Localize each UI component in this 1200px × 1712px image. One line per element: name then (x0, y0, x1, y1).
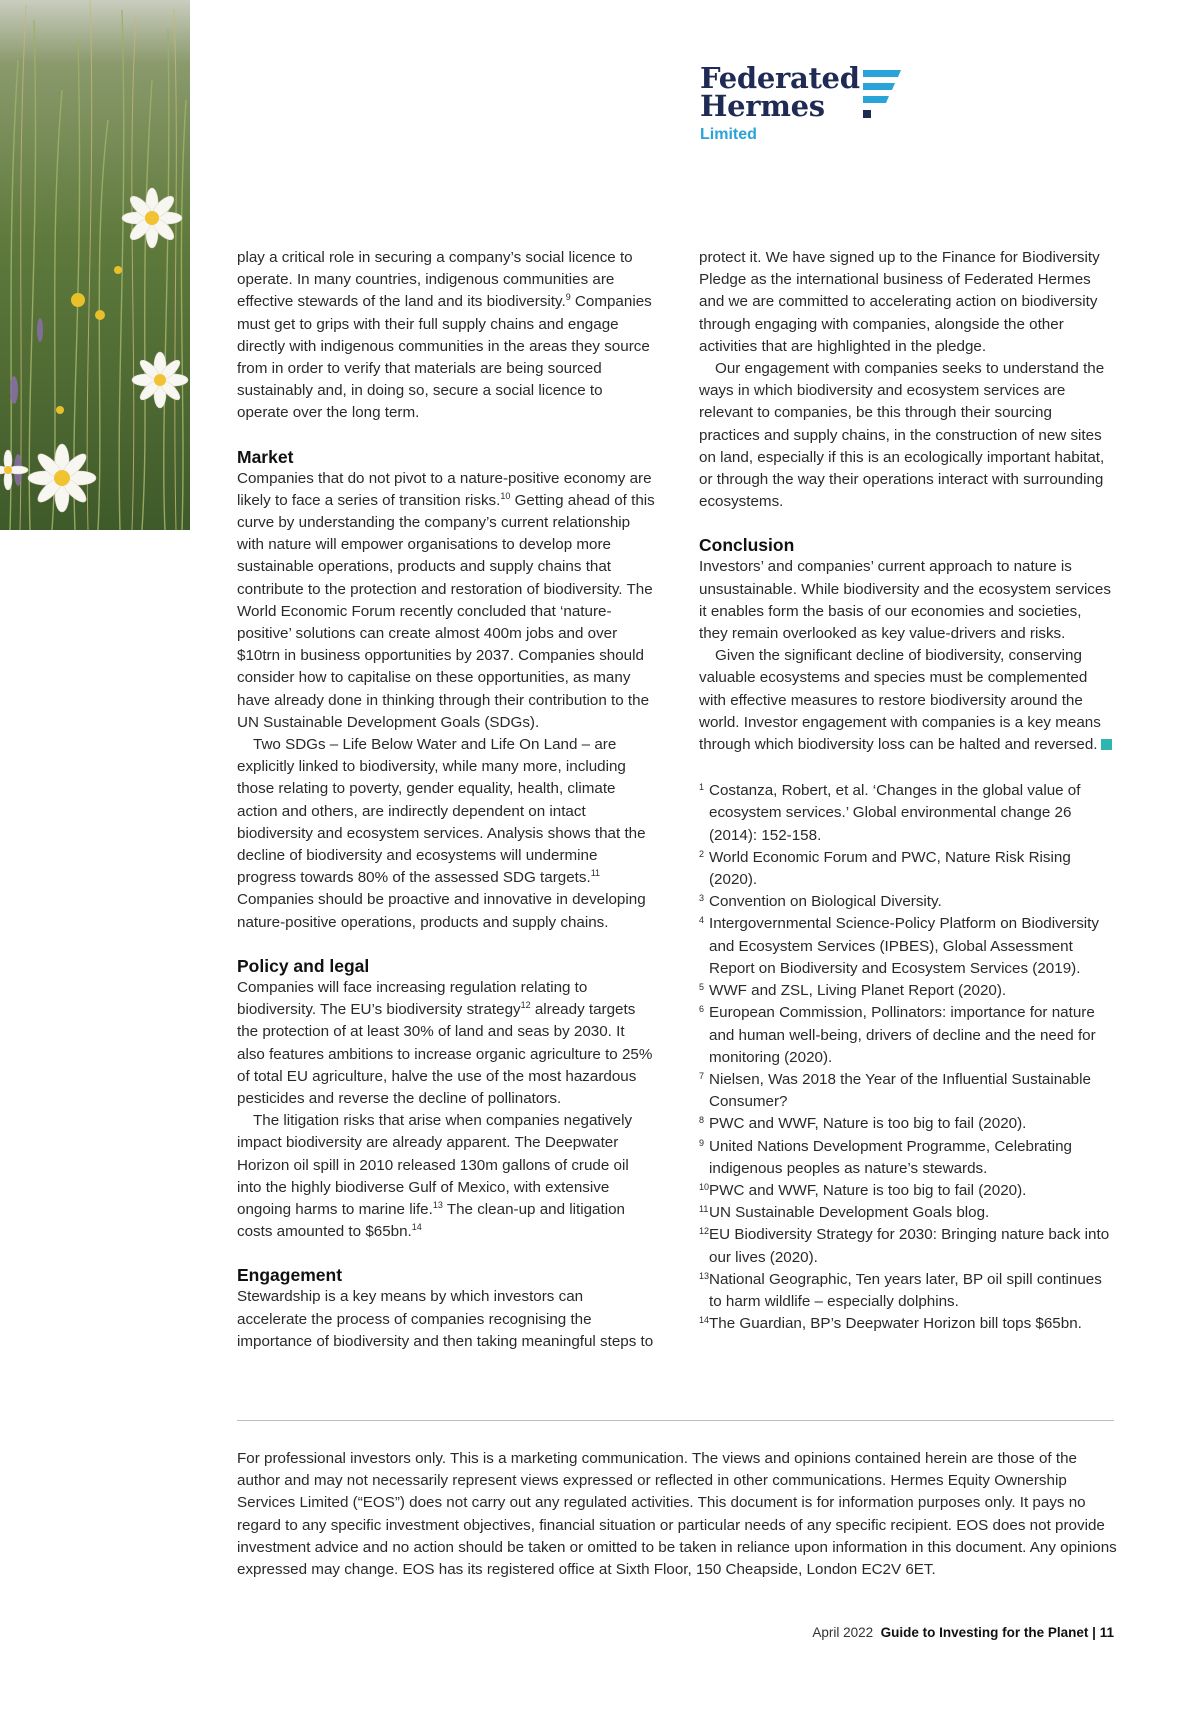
footnote-number: 1 (699, 782, 705, 793)
page-footer (812, 1625, 1114, 1640)
footnote-item (699, 891, 1114, 913)
meadow-illustration (0, 0, 190, 530)
footnote-ref: 10 (500, 490, 511, 501)
footnotes-list (699, 780, 1114, 1335)
end-mark-icon (1101, 739, 1112, 750)
footnote-number: 5 (699, 982, 705, 993)
footnote-item (699, 1113, 1114, 1135)
brand-name-line1: Federated (700, 61, 860, 95)
footnote-ref: 11 (590, 868, 601, 879)
market-paragraph-2: Two SDGs – Life Below Water and Life On Land – are explicitly linked to biodiversity, while many more, including those relating to poverty, gender equality, health, climate action and others, are indirectly dependent on intact biodiversity and ecosystem services. Analysis shows that the decline of biodiversity and ecosystems will undermine progress towards 80% of the assessed SDG targets.$^{11}$ Companies should be proactive and innovative in developing nature-positive operations, products and supply chains. (237, 736, 646, 931)
engagement-paragraph-1: Stewardship is a key means by which investors can accelerate the process of companies recognising the importance of biodiversity and then taking meaningful steps to (237, 1288, 654, 1350)
footnote-text: United Nations Development Programme, Celebrating indigenous peoples as nature’s stewards. (709, 1137, 1072, 1177)
footnote-ref: 9 (565, 292, 571, 303)
pledge-paragraph: protect it. We have signed up to the Finance for Biodiversity Pledge as the international business of Federated Hermes and we are committed to accelerating action on biodiversity through engaging with companies, alongside the other activities that are highlighted in the pledge. (699, 249, 1100, 355)
footnote-item (699, 1136, 1114, 1180)
footnote-item (699, 913, 1114, 980)
brand-mark-icon (861, 68, 903, 120)
footnote-item (699, 1069, 1114, 1113)
policy-paragraph-1: Companies will face increasing regulation relating to biodiversity. The EU’s biodiversity strategy$^{12}$ already targets the protection of at least 30% of land and seas by 2030. It also features ambitions to increase organic agriculture to 25% of total EU agriculture, halve the use of the most hazardous pesticides and reverse the decline of pollinators. (237, 978, 653, 1107)
footnote-number: 10 (699, 1181, 710, 1192)
meadow-photo (0, 0, 190, 530)
footnote-item (699, 980, 1114, 1002)
brand-name-line2: Hermes (700, 89, 825, 123)
footnote-item (699, 1202, 1114, 1224)
left-column (237, 247, 655, 1353)
footnote-text: National Geographic, Ten years later, BP oil spill continues to harm wildlife – especially dolphins. (709, 1270, 1102, 1310)
engagement-paragraph-2: Our engagement with companies seeks to understand the ways in which biodiversity and ecosystem services are relevant to companies, be this through their sourcing practices and supply chains, in the construction of new sites on land, especially if this is an ecologically important habitat, or through the way their operations interact with surrounding ecosystems. (699, 360, 1105, 511)
footnote-number: 2 (699, 848, 705, 859)
footnote-text: Costanza, Robert, et al. ‘Changes in the global value of ecosystem services.’ Global environmental change 26 (2014): 152-158. (709, 782, 1081, 844)
footer-title: Guide to Investing for the Planet (880, 1625, 1089, 1640)
footnote-text: Convention on Biological Diversity. (709, 893, 942, 911)
disclaimer: For professional investors only. This is a marketing communication. The views and opinions contained herein are those of the author and may not necessarily represent views expressed or reflected in other communications. Hermes Equity Ownership Services Limited (“EOS”) does not carry out any regulated activities. This document is for information purposes only. It pays no regard to any specific investment objectives, financial situation or particular needs of any specific recipient. EOS does not provide investment advice and no action should be taken or omitted to be taken in reliance upon information in this document. Any opinions expressed may change. EOS has its registered office at Sixth Floor, 150 Cheapside, London EC2V 6ET. (237, 1450, 1117, 1579)
footnote-item (699, 847, 1114, 891)
footnote-item (699, 1313, 1114, 1335)
conclusion-paragraph-1: Investors’ and companies’ current approach to nature is unsustainable. While biodiversity and the ecosystem services it enables form the basis of our economies and societies, they remain overlooked as key value-drivers and risks. (699, 558, 1111, 643)
footnote-text: Nielsen, Was 2018 the Year of the Influential Sustainable Consumer? (709, 1070, 1091, 1111)
footnote-number: 3 (699, 893, 705, 904)
footer-date: April 2022 (812, 1625, 874, 1640)
footnote-item (699, 1180, 1114, 1202)
conclusion-paragraph-2: Given the significant decline of biodiversity, conserving valuable ecosystems and species must be complemented with effective measures to restore biodiversity around the world. Investor engagement with companies is a key means through which biodiversity loss can be halted and reversed. (699, 645, 1114, 756)
footnote-text: European Commission, Pollinators: importance for nature and human well-being, drivers of decline and the need for monitoring (2020). (709, 1004, 1096, 1066)
footnote-text: Intergovernmental Science-Policy Platform on Biodiversity and Ecosystem Services (IPBES), Global Assessment Report on Biodiversity and Ecosystem Services (2019). (709, 915, 1099, 977)
intro-paragraph: play a critical role in securing a company’s social licence to operate. In many countries, indigenous communities are effective stewards of the land and its biodiversity.$^9$ Companies must get to grips with their full supply chains and engage directly with indigenous communities in the areas they source from in order to verify that materials are being sourced sustainably and, in doing so, secure a social licence to operate over the long term. (237, 249, 652, 422)
footnote-number: 9 (699, 1137, 705, 1148)
footnote-text: UN Sustainable Development Goals blog. (709, 1204, 990, 1222)
footnote-item (699, 1002, 1114, 1069)
footnote-text: PWC and WWF, Nature is too big to fail (2020). (709, 1115, 1027, 1133)
footnote-item (699, 1224, 1114, 1268)
market-paragraph-1: Companies that do not pivot to a nature-positive economy are likely to face a series of transition risks.$^{10}$ Getting ahead of this curve by understanding the company’s current relationship with nature will empower organisations to develop more sustainable operations, products and supply chains that contribute to the protection and restoration of biodiversity. The World Economic Forum recently concluded that ‘nature-positive’ solutions can create almost 400m jobs and over $10trn in business opportunities by 2037. Companies should consider how to capitalise on these opportunities, as many have already done in thinking through their contribution to the UN Sustainable Development Goals (SDGs). (237, 469, 655, 731)
footnote-text: WWF and ZSL, Living Planet Report (2020). (709, 982, 1007, 1000)
footnote-number: 14 (699, 1315, 710, 1326)
footnote-item (699, 780, 1114, 847)
footnote-ref: 13 (432, 1199, 443, 1210)
footnote-text: World Economic Forum and PWC, Nature Risk Rising (2020). (709, 848, 1071, 889)
footnote-number: 12 (699, 1226, 710, 1237)
footnote-number: 11 (699, 1204, 709, 1215)
footnote-ref: 12 (520, 1000, 531, 1011)
brand-subtitle: Limited (700, 126, 757, 143)
divider (237, 1420, 1114, 1421)
footnote-number: 6 (699, 1004, 705, 1015)
brand-logo (700, 61, 910, 154)
policy-heading: Policy and legal (237, 955, 370, 976)
right-column (699, 247, 1114, 1335)
page-number: 11 (1099, 1625, 1114, 1640)
footnote-number: 7 (699, 1070, 705, 1081)
footnote-item (699, 1269, 1114, 1313)
footnote-number: 4 (699, 915, 705, 926)
footnote-text: PWC and WWF, Nature is too big to fail (2020). (709, 1181, 1027, 1199)
footnote-number: 8 (699, 1115, 705, 1126)
market-heading: Market (237, 446, 294, 467)
footer-separator: | (1092, 1625, 1096, 1640)
footnote-text: The Guardian, BP’s Deepwater Horizon bill tops $65bn. (709, 1315, 1082, 1333)
engagement-heading: Engagement (237, 1265, 343, 1286)
footnote-number: 13 (699, 1270, 710, 1281)
footnote-text: EU Biodiversity Strategy for 2030: Bringing nature back into our lives (2020). (709, 1226, 1110, 1266)
policy-paragraph-2: The litigation risks that arise when companies negatively impact biodiversity are already apparent. The Deepwater Horizon oil spill in 2010 released 130m gallons of crude oil into the highly biodiverse Gulf of Mexico, with extensive ongoing harms to marine life.$^{13}$ The clean-up and litigation costs amounted to $65bn.$^{14}$ (237, 1112, 633, 1241)
footnote-ref: 14 (411, 1222, 422, 1233)
conclusion-heading: Conclusion (699, 535, 795, 556)
